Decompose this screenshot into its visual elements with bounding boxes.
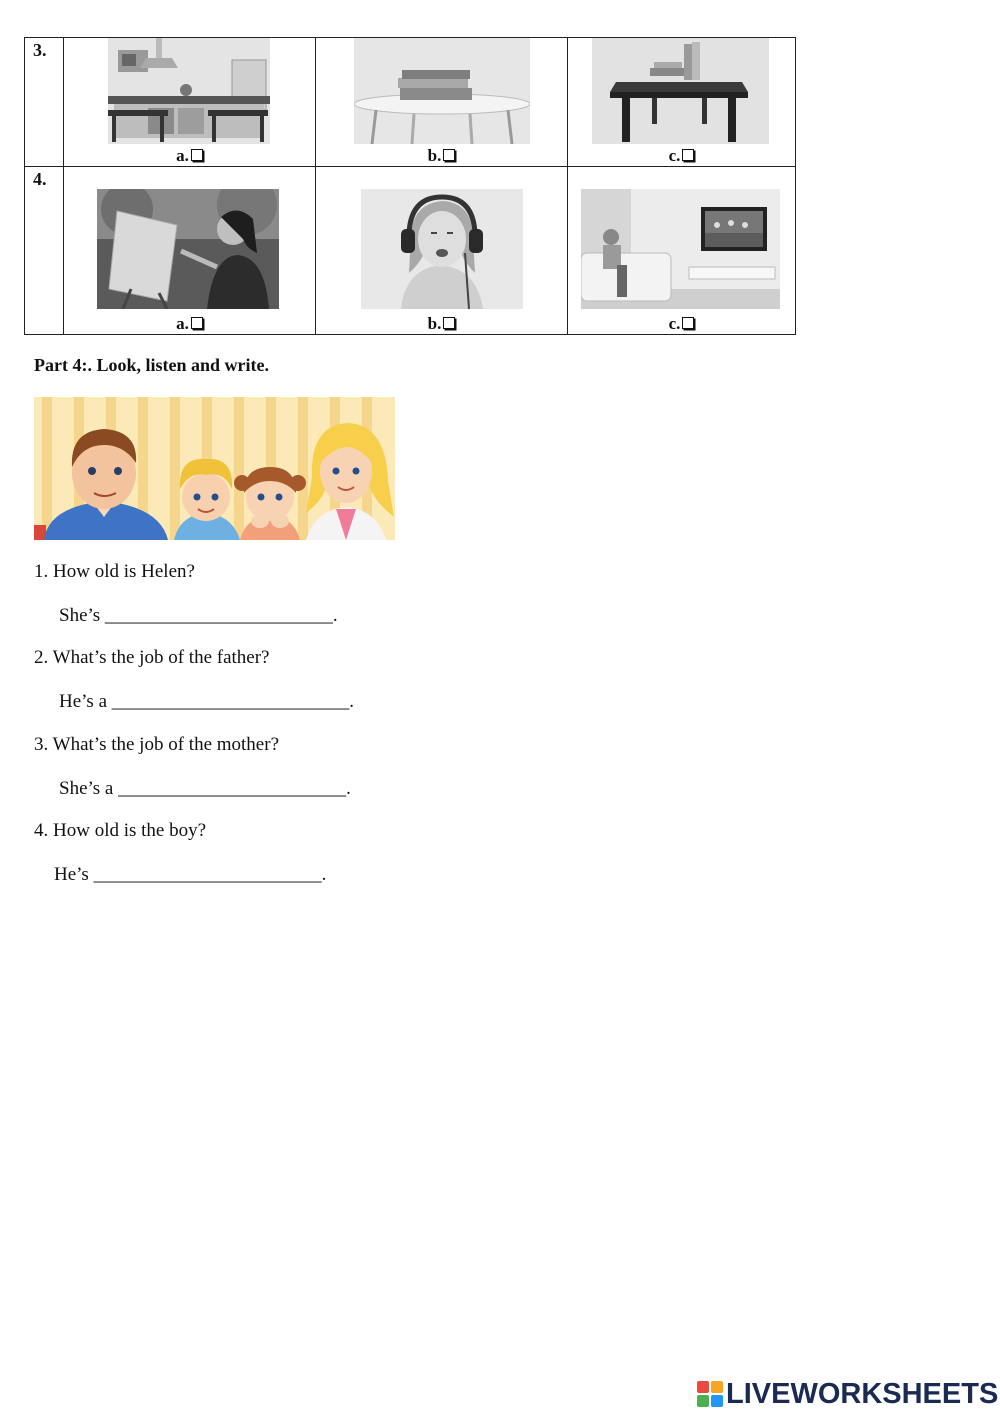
- question-1: 1. How old is Helen?: [34, 561, 195, 582]
- answer-line-1[interactable]: She’s ________________________.: [59, 605, 338, 626]
- option-label: c.: [568, 146, 795, 166]
- question-2: 2. What’s the job of the father?: [34, 647, 270, 668]
- option-label: a.: [64, 314, 315, 334]
- kitchen-photo-icon: [108, 38, 270, 144]
- option-cell[interactable]: [568, 167, 796, 335]
- logo-text: LIVEWORKSHEETS: [726, 1377, 999, 1410]
- option-cell[interactable]: [316, 167, 568, 335]
- answer-line-2[interactable]: He’s a _________________________.: [59, 691, 355, 712]
- option-cell[interactable]: [64, 38, 316, 167]
- grid-row-3: [25, 38, 796, 167]
- part4-title: Part 4:. Look, listen and write.: [34, 355, 269, 375]
- answer-grid: [24, 37, 796, 335]
- checkbox-icon[interactable]: [682, 149, 694, 161]
- option-cell[interactable]: [64, 167, 316, 335]
- girl-watching-tv-photo-icon: [581, 189, 780, 309]
- desk-with-books-photo-icon: [592, 38, 769, 144]
- option-label: a.: [64, 146, 315, 166]
- option-label: c.: [568, 314, 795, 334]
- option-label: b.: [316, 146, 567, 166]
- grid-row-4: [25, 167, 796, 335]
- question-4: 4. How old is the boy?: [34, 820, 207, 841]
- checkbox-icon[interactable]: [191, 317, 203, 329]
- checkbox-icon[interactable]: [443, 317, 455, 329]
- checkbox-icon[interactable]: [682, 317, 694, 329]
- girl-headphones-photo-icon: [361, 189, 523, 309]
- answer-line-3[interactable]: She’s a ________________________.: [59, 778, 351, 799]
- liveworksheets-logo: [697, 1377, 998, 1411]
- option-cell[interactable]: [568, 38, 796, 167]
- checkbox-icon[interactable]: [443, 149, 455, 161]
- family-illustration-icon: [34, 397, 395, 540]
- option-cell[interactable]: [316, 38, 568, 167]
- girl-painting-photo-icon: [97, 189, 279, 309]
- question-3: 3. What’s the job of the mother?: [34, 734, 280, 755]
- logo-mark-icon: [697, 1381, 723, 1407]
- row-number: 3.: [25, 38, 64, 167]
- books-on-table-photo-icon: [354, 38, 530, 144]
- checkbox-icon[interactable]: [191, 149, 203, 161]
- option-label: b.: [316, 314, 567, 334]
- answer-line-4[interactable]: He’s ________________________.: [54, 864, 327, 885]
- row-number: 4.: [25, 167, 64, 335]
